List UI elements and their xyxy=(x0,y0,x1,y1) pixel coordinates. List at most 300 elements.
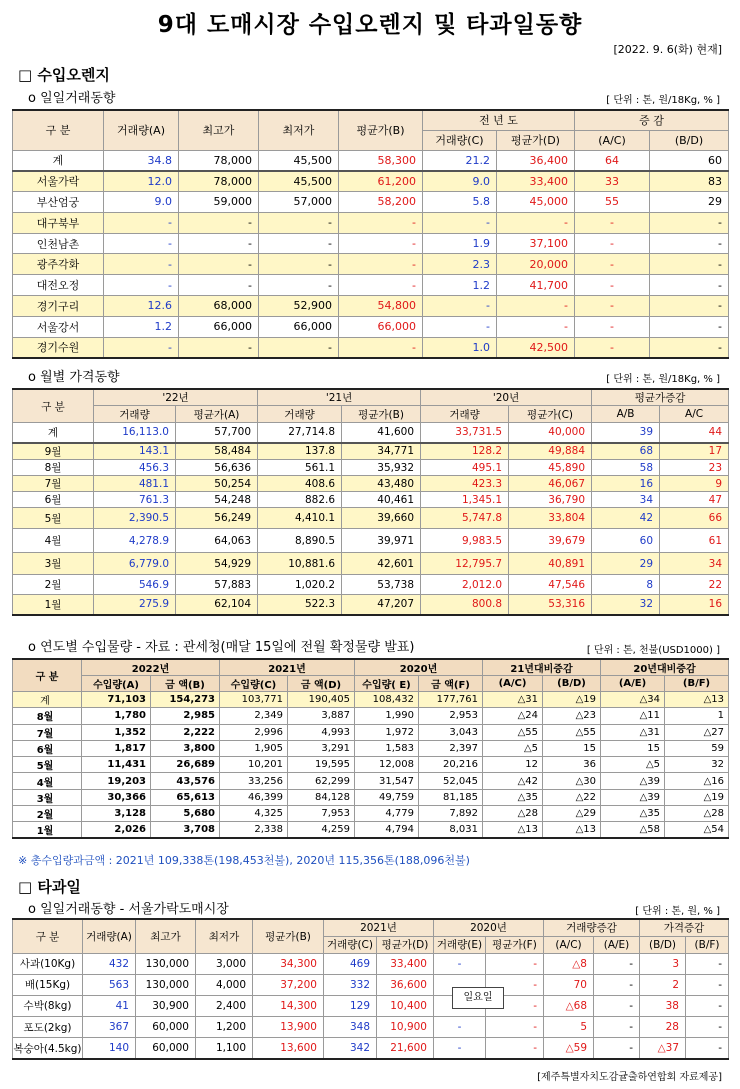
col-pf: 평균가(F) xyxy=(486,936,544,953)
daily-trade-unit: [ 단위 : 톤, 원/18Kg, % ] xyxy=(606,95,720,106)
col-avg-c: 평균가(C) xyxy=(509,406,592,423)
table-cell: 1,990 xyxy=(355,708,419,724)
table-cell: - xyxy=(339,254,423,275)
table-cell: 45,890 xyxy=(509,460,592,476)
table-cell: 14,300 xyxy=(253,995,324,1016)
table-cell: 12 xyxy=(483,757,543,773)
table-cell: 367 xyxy=(83,1017,136,1038)
table-cell: 41,600 xyxy=(342,423,421,443)
table-cell: - xyxy=(650,233,729,254)
table-cell: 1,780 xyxy=(82,708,151,724)
table-cell: 481.1 xyxy=(94,476,176,492)
table-cell: 47,207 xyxy=(342,595,421,615)
table-cell: 1,972 xyxy=(355,724,419,740)
table-cell: 36,790 xyxy=(509,492,592,508)
table-cell: 60 xyxy=(592,529,660,553)
table-cell: 332 xyxy=(324,974,377,995)
table-cell: - xyxy=(575,337,650,358)
col-period: 구 분 xyxy=(13,389,94,423)
table-cell: 37,100 xyxy=(497,233,575,254)
table-cell: 4,278.9 xyxy=(94,529,176,553)
table-cell: 1,352 xyxy=(82,724,151,740)
table-cell: 44 xyxy=(660,423,729,443)
table-row xyxy=(13,296,729,317)
col-vc: 거래량(C) xyxy=(324,936,377,953)
row-label: 계 xyxy=(13,150,104,171)
table-row xyxy=(13,575,729,595)
total-row xyxy=(13,692,729,708)
row-label: 9월 xyxy=(13,443,94,460)
table-row xyxy=(13,995,729,1016)
table-cell: 52,900 xyxy=(259,296,339,317)
row-label: 인천남촌 xyxy=(13,233,104,254)
monthly-price-unit: [ 단위 : 톤, 원/18Kg, % ] xyxy=(606,374,720,385)
table-cell: - xyxy=(686,1017,729,1038)
table-cell: 9.0 xyxy=(104,192,179,213)
table-cell: 37,200 xyxy=(253,974,324,995)
table-cell: 21,600 xyxy=(377,1038,434,1059)
table-cell: △24 xyxy=(483,708,543,724)
table-cell: - xyxy=(575,233,650,254)
table-cell: 55 xyxy=(575,192,650,213)
col-price-change: 가격증감 xyxy=(640,919,729,936)
table-cell: 143.1 xyxy=(94,443,176,460)
col-low: 최저가 xyxy=(196,919,253,953)
col-bd: (B/D) xyxy=(543,676,601,692)
col-avg-b: 평균가(B) xyxy=(342,406,421,423)
table-cell: 64 xyxy=(575,150,650,171)
table-cell: 34,771 xyxy=(342,443,421,460)
table-cell: 20,216 xyxy=(419,757,483,773)
row-label: 8월 xyxy=(13,708,82,724)
other-daily-unit: [ 단위 : 톤, 원, % ] xyxy=(635,906,720,917)
table-cell: 130,000 xyxy=(136,974,196,995)
table-cell: 2 xyxy=(640,974,686,995)
table-cell: 2,026 xyxy=(82,822,151,839)
table-cell: △13 xyxy=(483,822,543,839)
table-row xyxy=(13,529,729,553)
table-cell: - xyxy=(594,1038,640,1059)
col-ac: A/C xyxy=(660,406,729,423)
table-cell: 40,891 xyxy=(509,553,592,575)
col-change: 증 감 xyxy=(575,110,729,130)
table-row xyxy=(13,316,729,337)
table-cell: △19 xyxy=(665,789,729,805)
table-cell: 3,800 xyxy=(151,740,220,756)
table-cell: 128.2 xyxy=(421,443,509,460)
table-cell: 8 xyxy=(592,575,660,595)
table-cell: - xyxy=(434,1017,486,1038)
table-cell: - xyxy=(104,254,179,275)
table-cell: - xyxy=(686,1038,729,1059)
table-cell: 23 xyxy=(660,460,729,476)
table-cell: 61 xyxy=(660,529,729,553)
table-cell: △13 xyxy=(543,822,601,839)
col-vol-22: 거래량 xyxy=(94,406,176,423)
table-cell: 78,000 xyxy=(179,150,259,171)
table-row xyxy=(13,337,729,358)
table-cell: 30,900 xyxy=(136,995,196,1016)
table-cell: △31 xyxy=(483,692,543,708)
table-cell: 83 xyxy=(650,171,729,192)
table-row xyxy=(13,212,729,233)
row-label: 6월 xyxy=(13,740,82,756)
col-avg: 평균가(B) xyxy=(253,919,324,953)
col-bf: (B/F) xyxy=(665,676,729,692)
table-cell: 13,600 xyxy=(253,1038,324,1059)
source-footer: [제주특별자치도감귤출하연합회 자료제공] xyxy=(537,1072,722,1083)
table-cell: 26,689 xyxy=(151,757,220,773)
row-label: 광주각화 xyxy=(13,254,104,275)
table-cell: △13 xyxy=(665,692,729,708)
table-cell: 39 xyxy=(592,423,660,443)
orange-daily-table xyxy=(12,109,729,359)
table-cell: 42 xyxy=(592,508,660,529)
table-cell: 57,700 xyxy=(176,423,258,443)
table-cell: - xyxy=(497,212,575,233)
table-cell: 38 xyxy=(640,995,686,1016)
table-row xyxy=(13,740,729,756)
table-cell: △28 xyxy=(483,806,543,822)
other-daily-subtitle: o 일일거래동향 - 서울가락도매시장 xyxy=(28,902,229,917)
table-cell: 10,400 xyxy=(377,995,434,1016)
table-cell: - xyxy=(179,233,259,254)
table-cell: 22 xyxy=(660,575,729,595)
table-cell: 29 xyxy=(650,192,729,213)
table-cell: △55 xyxy=(483,724,543,740)
row-label: 계 xyxy=(13,692,82,708)
row-label: 3월 xyxy=(13,789,82,805)
col-ab: 금 액(B) xyxy=(151,676,220,692)
table-cell: 66,000 xyxy=(259,316,339,337)
row-label: 1월 xyxy=(13,822,82,839)
table-row xyxy=(13,974,729,995)
table-cell: - xyxy=(486,953,544,974)
table-cell: 30,366 xyxy=(82,789,151,805)
table-cell: 137.8 xyxy=(258,443,342,460)
table-cell: 62,299 xyxy=(288,773,355,789)
table-cell: 34 xyxy=(660,553,729,575)
other-fruit-table xyxy=(12,918,729,1060)
table-cell: - xyxy=(686,995,729,1016)
table-cell: 348 xyxy=(324,1017,377,1038)
table-cell: 561.1 xyxy=(258,460,342,476)
table-cell: 40,461 xyxy=(342,492,421,508)
col-avg: 평균가(B) xyxy=(339,110,423,150)
col-vol-21: 거래량 xyxy=(258,406,342,423)
table-cell: 4,325 xyxy=(220,806,288,822)
table-row xyxy=(13,254,729,275)
table-cell: 1,345.1 xyxy=(421,492,509,508)
table-cell: 58,300 xyxy=(339,150,423,171)
col-ae: (A/E) xyxy=(594,936,640,953)
table-cell: 4,259 xyxy=(288,822,355,839)
table-cell: 9,983.5 xyxy=(421,529,509,553)
section-heading-orange: □ 수입오렌지 xyxy=(18,66,110,84)
table-cell: 56,636 xyxy=(176,460,258,476)
col-vol-change: 거래량증감 xyxy=(544,919,640,936)
table-cell: - xyxy=(594,995,640,1016)
table-cell: △31 xyxy=(601,724,665,740)
table-cell: - xyxy=(434,1038,486,1059)
table-cell: 5,747.8 xyxy=(421,508,509,529)
table-cell: 40,000 xyxy=(509,423,592,443)
table-row xyxy=(13,773,729,789)
table-cell: - xyxy=(339,233,423,254)
col-qc: 수입량(C) xyxy=(220,676,288,692)
col-prev-year: 전 년 도 xyxy=(423,110,575,130)
monthly-price-subtitle: o 월별 가격동향 xyxy=(28,370,120,385)
table-cell: - xyxy=(650,254,729,275)
col-vol: 거래량(A) xyxy=(83,919,136,953)
row-label: 배(15Kg) xyxy=(13,974,83,995)
daily-trade-subtitle: o 일일거래동향 xyxy=(28,91,116,106)
row-label: 수박(8kg) xyxy=(13,995,83,1016)
table-row xyxy=(13,708,729,724)
col-market: 구 분 xyxy=(13,110,104,150)
table-cell: 342 xyxy=(324,1038,377,1059)
table-cell: - xyxy=(486,1017,544,1038)
table-cell: - xyxy=(259,254,339,275)
table-cell: 78,000 xyxy=(179,171,259,192)
table-cell: 9 xyxy=(660,476,729,492)
col-y20: '20년 xyxy=(421,389,592,406)
col-prev-avg: 평균가(D) xyxy=(497,130,575,150)
row-label: 포도(2kg) xyxy=(13,1017,83,1038)
col-vol-20: 거래량 xyxy=(421,406,509,423)
table-cell: △39 xyxy=(601,789,665,805)
table-cell: △68 xyxy=(544,995,594,1016)
row-label: 6월 xyxy=(13,492,94,508)
table-cell: 469 xyxy=(324,953,377,974)
table-cell: 39,660 xyxy=(342,508,421,529)
table-cell: 53,738 xyxy=(342,575,421,595)
table-cell: 32 xyxy=(665,757,729,773)
table-cell: 10,881.6 xyxy=(258,553,342,575)
row-label: 2월 xyxy=(13,575,94,595)
total-row xyxy=(13,423,729,443)
col-item: 구 분 xyxy=(13,919,83,953)
table-cell: 177,761 xyxy=(419,692,483,708)
table-cell: 59 xyxy=(665,740,729,756)
table-row xyxy=(13,1017,729,1038)
table-cell: 10,201 xyxy=(220,757,288,773)
table-cell: △5 xyxy=(483,740,543,756)
table-cell: 68 xyxy=(592,443,660,460)
table-cell: △35 xyxy=(601,806,665,822)
table-cell: 52,045 xyxy=(419,773,483,789)
table-cell: △8 xyxy=(544,953,594,974)
table-cell: - xyxy=(650,275,729,296)
row-label: 경기수원 xyxy=(13,337,104,358)
table-cell: 64,063 xyxy=(176,529,258,553)
table-cell: - xyxy=(339,212,423,233)
table-cell: △37 xyxy=(640,1038,686,1059)
col-ae: (A/E) xyxy=(601,676,665,692)
table-cell: 2.3 xyxy=(423,254,497,275)
table-cell: 10,900 xyxy=(377,1017,434,1038)
table-cell: 563 xyxy=(83,974,136,995)
table-cell: △55 xyxy=(543,724,601,740)
table-cell: - xyxy=(486,995,544,1016)
table-cell: 6,779.0 xyxy=(94,553,176,575)
col-prev-volume: 거래량(C) xyxy=(423,130,497,150)
table-cell: - xyxy=(575,212,650,233)
total-row xyxy=(13,150,729,171)
table-cell: - xyxy=(575,275,650,296)
table-cell: △35 xyxy=(483,789,543,805)
table-cell: 45,500 xyxy=(259,150,339,171)
table-cell: △59 xyxy=(544,1038,594,1059)
table-cell: 2,349 xyxy=(220,708,288,724)
col-2022: 2022년 xyxy=(82,659,220,676)
col-2021: 2021년 xyxy=(324,919,434,936)
table-cell: 154,273 xyxy=(151,692,220,708)
col-ac: (A/C) xyxy=(483,676,543,692)
table-cell: 1,100 xyxy=(196,1038,253,1059)
table-cell: 1.2 xyxy=(104,316,179,337)
table-cell: 3,128 xyxy=(82,806,151,822)
row-label: 대전오정 xyxy=(13,275,104,296)
table-cell: 33,400 xyxy=(497,171,575,192)
table-cell: 12,795.7 xyxy=(421,553,509,575)
table-cell: 36,600 xyxy=(377,974,434,995)
table-cell: 36,400 xyxy=(497,150,575,171)
table-cell: 34.8 xyxy=(104,150,179,171)
table-row xyxy=(13,171,729,192)
table-cell: 31,547 xyxy=(355,773,419,789)
table-cell: 61,200 xyxy=(339,171,423,192)
section-heading-other: □ 타과일 xyxy=(18,878,81,896)
table-cell: 129 xyxy=(324,995,377,1016)
row-label: 서울가락 xyxy=(13,171,104,192)
table-row xyxy=(13,275,729,296)
table-cell: 5.8 xyxy=(423,192,497,213)
table-cell: 36 xyxy=(543,757,601,773)
table-row xyxy=(13,595,729,615)
table-cell: 58,200 xyxy=(339,192,423,213)
col-high: 최고가 xyxy=(179,110,259,150)
table-cell: 423.3 xyxy=(421,476,509,492)
col-ab: A/B xyxy=(592,406,660,423)
table-cell: - xyxy=(434,953,486,974)
table-cell: 16,113.0 xyxy=(94,423,176,443)
table-cell: △5 xyxy=(601,757,665,773)
orange-monthly-table xyxy=(12,388,729,616)
table-cell: - xyxy=(423,296,497,317)
table-cell: 43,480 xyxy=(342,476,421,492)
table-cell: 2,985 xyxy=(151,708,220,724)
col-high: 최고가 xyxy=(136,919,196,953)
table-row xyxy=(13,476,729,492)
table-cell: - xyxy=(575,296,650,317)
col-ac: (A/C) xyxy=(544,936,594,953)
table-cell: - xyxy=(339,275,423,296)
table-cell: 39,679 xyxy=(509,529,592,553)
table-cell: 1,020.2 xyxy=(258,575,342,595)
table-cell: 71,103 xyxy=(82,692,151,708)
table-cell: - xyxy=(259,337,339,358)
row-label: 3월 xyxy=(13,553,94,575)
table-cell: - xyxy=(650,212,729,233)
table-cell: △54 xyxy=(665,822,729,839)
table-cell: - xyxy=(179,212,259,233)
col-period: 구 분 xyxy=(13,659,82,692)
row-label: 7월 xyxy=(13,724,82,740)
table-cell: 2,400 xyxy=(196,995,253,1016)
table-cell: △34 xyxy=(601,692,665,708)
table-cell: 13,900 xyxy=(253,1017,324,1038)
table-cell: 33 xyxy=(575,171,650,192)
table-cell: △22 xyxy=(543,789,601,805)
table-cell: 49,884 xyxy=(509,443,592,460)
table-cell: 2,012.0 xyxy=(421,575,509,595)
table-cell: 35,932 xyxy=(342,460,421,476)
page-title: 9대 도매시장 수입오렌지 및 타과일동향 xyxy=(157,12,583,38)
table-cell: - xyxy=(594,1017,640,1038)
table-cell: 495.1 xyxy=(421,460,509,476)
table-cell: 29 xyxy=(592,553,660,575)
table-cell: - xyxy=(497,316,575,337)
table-cell: 761.3 xyxy=(94,492,176,508)
orange-annual-table xyxy=(12,658,729,839)
table-cell: 58,484 xyxy=(176,443,258,460)
row-label: 복숭아(4.5kg) xyxy=(13,1038,83,1059)
table-cell: - xyxy=(104,212,179,233)
table-cell: 1.0 xyxy=(423,337,497,358)
table-row xyxy=(13,1038,729,1059)
table-row xyxy=(13,789,729,805)
row-label: 8월 xyxy=(13,460,94,476)
col-avg-change: 평균가증감 xyxy=(592,389,729,406)
col-ad: 금 액(D) xyxy=(288,676,355,692)
table-cell: 2,996 xyxy=(220,724,288,740)
table-cell: 60 xyxy=(650,150,729,171)
table-cell: - xyxy=(423,316,497,337)
table-cell: 58 xyxy=(592,460,660,476)
table-cell: 1.9 xyxy=(423,233,497,254)
table-row xyxy=(13,192,729,213)
table-cell: 42,500 xyxy=(497,337,575,358)
row-label: 경기구리 xyxy=(13,296,104,317)
annual-import-unit: [ 단위 : 톤, 천불(USD1000) ] xyxy=(586,645,720,656)
table-cell: 12.0 xyxy=(104,171,179,192)
col-vs-20: 20년대비증감 xyxy=(601,659,729,676)
table-cell: 3 xyxy=(640,953,686,974)
table-cell: 57,883 xyxy=(176,575,258,595)
table-cell: 2,397 xyxy=(419,740,483,756)
table-row xyxy=(13,953,729,974)
table-cell: 21.2 xyxy=(423,150,497,171)
table-cell: - xyxy=(259,275,339,296)
table-cell: 84,128 xyxy=(288,789,355,805)
table-cell: - xyxy=(104,275,179,296)
table-cell: △39 xyxy=(601,773,665,789)
table-cell: 2,222 xyxy=(151,724,220,740)
table-cell: 34 xyxy=(592,492,660,508)
table-cell: 130,000 xyxy=(136,953,196,974)
table-cell: 15 xyxy=(543,740,601,756)
table-cell: 8,031 xyxy=(419,822,483,839)
row-label: 7월 xyxy=(13,476,94,492)
table-cell: 62,104 xyxy=(176,595,258,615)
table-row xyxy=(13,508,729,529)
table-cell: 59,000 xyxy=(179,192,259,213)
col-low: 최저가 xyxy=(259,110,339,150)
table-cell: 41,700 xyxy=(497,275,575,296)
table-cell: 1,817 xyxy=(82,740,151,756)
table-cell: 16 xyxy=(660,595,729,615)
